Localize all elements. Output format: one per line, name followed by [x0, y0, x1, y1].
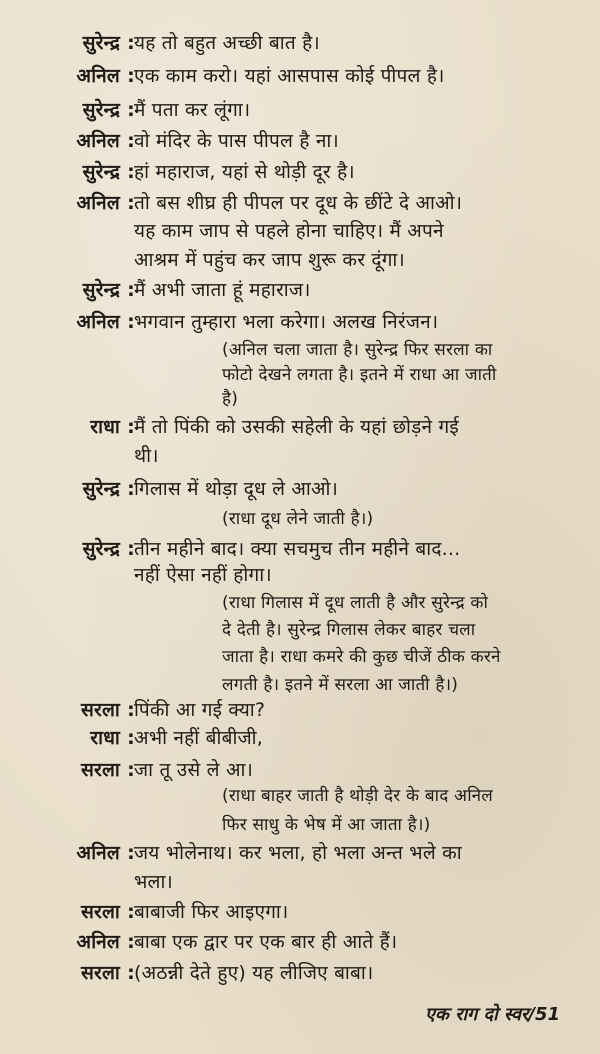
speaker-name: सरला — [80, 759, 120, 781]
speaker-colon: : — [127, 416, 135, 438]
dialogue-line — [0, 536, 460, 562]
dialogue-line — [0, 929, 397, 955]
stage-direction: (अनिल चला जाता है। सुरेन्द्र फिर सरला का — [222, 340, 493, 360]
dialogue-text: हां महाराज, यहां से थोड़ी दूर है। — [134, 161, 355, 183]
dialogue-text: बाबा एक द्वार पर एक बार ही आते हैं। — [134, 931, 398, 953]
stage-direction: है) — [222, 389, 239, 409]
speaker-name: अनिल — [76, 842, 120, 864]
dialogue-text: अभी नहीं बीबीजी, — [134, 727, 264, 749]
dialogue-line — [0, 97, 250, 123]
speaker-colon: : — [127, 478, 135, 500]
dialogue-text: भगवान तुम्हारा भला करेगा। अलख निरंजन। — [134, 311, 439, 333]
speaker-colon: : — [127, 699, 135, 721]
dialogue-line — [0, 725, 263, 751]
speaker-name: सुरेन्द्र — [82, 32, 120, 54]
stage-direction: फिर साधु के भेष में आ जाता है।) — [222, 815, 431, 835]
dialogue-line — [0, 309, 438, 335]
speaker-name: सरला — [80, 699, 120, 721]
dialogue-text: यह तो बहुत अच्छी बात है। — [134, 32, 320, 54]
dialogue-line — [0, 476, 338, 502]
dialogue-line — [0, 414, 459, 440]
dialogue-line — [0, 840, 462, 866]
dialogue-line — [0, 899, 288, 925]
speaker-colon: : — [127, 65, 135, 87]
dialogue-continuation: भला। — [134, 871, 173, 893]
speaker-colon: : — [127, 727, 135, 749]
stage-direction: फोटो देखने लगता है। इतने में राधा आ जाती — [222, 365, 497, 385]
dialogue-continuation: नहीं ऐसा नहीं होगा। — [134, 564, 272, 586]
speaker-colon: : — [127, 538, 135, 560]
speaker-name: अनिल — [76, 192, 120, 214]
speaker-colon: : — [127, 962, 135, 984]
speaker-name: सरला — [80, 962, 120, 984]
dialogue-line — [0, 159, 355, 185]
speaker-colon: : — [127, 311, 135, 333]
speaker-colon: : — [127, 32, 135, 54]
dialogue-text: मैं पता कर लूंगा। — [134, 99, 251, 121]
stage-direction: (राधा गिलास में दूध लाती है और सुरेन्द्र को — [222, 593, 489, 613]
dialogue-line — [0, 697, 265, 723]
speaker-colon: : — [127, 901, 135, 923]
stage-direction: (राधा बाहर जाती है थोड़ी देर के बाद अनिल — [222, 786, 493, 806]
speaker-name: अनिल — [76, 130, 120, 152]
dialogue-text: मैं अभी जाता हूं महाराज। — [134, 279, 311, 301]
speaker-colon: : — [127, 161, 135, 183]
speaker-colon: : — [127, 759, 135, 781]
dialogue-line — [0, 757, 253, 783]
speaker-name: अनिल — [76, 65, 120, 87]
dialogue-continuation: थी। — [134, 445, 159, 467]
dialogue-line — [0, 128, 339, 154]
dialogue-line — [0, 190, 462, 216]
dialogue-text: गिलास में थोड़ा दूध ले आओ। — [134, 478, 339, 500]
dialogue-text: तो बस शीघ्र ही पीपल पर दूध के छींटे दे आओ। — [134, 192, 463, 214]
dialogue-text: वो मंदिर के पास पीपल है ना। — [134, 130, 339, 152]
dialogue-text: एक काम करो। यहां आसपास कोई पीपल है। — [134, 65, 445, 87]
speaker-name: सुरेन्द्र — [82, 161, 120, 183]
speaker-name: सुरेन्द्र — [82, 538, 120, 560]
speaker-name: अनिल — [76, 311, 120, 333]
speaker-name: राधा — [90, 416, 120, 438]
stage-direction: दे देती है। सुरेन्द्र गिलास लेकर बाहर चला — [222, 620, 476, 640]
speaker-colon: : — [127, 130, 135, 152]
speaker-name: सुरेन्द्र — [82, 99, 120, 121]
dialogue-line — [0, 30, 320, 56]
page-footer: एक राग दो स्वर/51 — [425, 1004, 560, 1025]
dialogue-text: (अठन्नी देते हुए) यह लीजिए बाबा। — [134, 962, 374, 984]
speaker-colon: : — [127, 842, 135, 864]
speaker-colon: : — [127, 99, 135, 121]
speaker-colon: : — [127, 931, 135, 953]
stage-direction: लगती है। इतने में सरला आ जाती है।) — [222, 675, 459, 695]
speaker-colon: : — [127, 279, 135, 301]
speaker-name: सरला — [80, 901, 120, 923]
dialogue-text: जा तू उसे ले आ। — [134, 759, 253, 781]
dialogue-line — [0, 63, 445, 89]
dialogue-text: तीन महीने बाद। क्या सचमुच तीन महीने बाद... — [134, 538, 461, 560]
dialogue-line — [0, 960, 373, 986]
dialogue-line — [0, 277, 311, 303]
stage-direction: (राधा दूध लेने जाती है।) — [222, 509, 374, 529]
dialogue-text: पिंकी आ गई क्या? — [134, 699, 266, 721]
speaker-name: सुरेन्द्र — [82, 478, 120, 500]
speaker-name: अनिल — [76, 931, 120, 953]
stage-direction: जाता है। राधा कमरे की कुछ चीजें ठीक करने — [222, 647, 501, 667]
speaker-name: सुरेन्द्र — [82, 279, 120, 301]
speaker-name: राधा — [90, 727, 120, 749]
dialogue-text: बाबाजी फिर आइएगा। — [134, 901, 289, 923]
dialogue-text: जय भोलेनाथ। कर भला, हो भला अन्त भले का — [134, 842, 462, 864]
dialogue-continuation: यह काम जाप से पहले होना चाहिए। मैं अपने — [134, 220, 444, 242]
dialogue-continuation: आश्रम में पहुंच कर जाप शुरू कर दूंगा। — [134, 249, 405, 271]
speaker-colon: : — [127, 192, 135, 214]
dialogue-text: मैं तो पिंकी को उसकी सहेली के यहां छोड़ने गई — [134, 416, 459, 438]
